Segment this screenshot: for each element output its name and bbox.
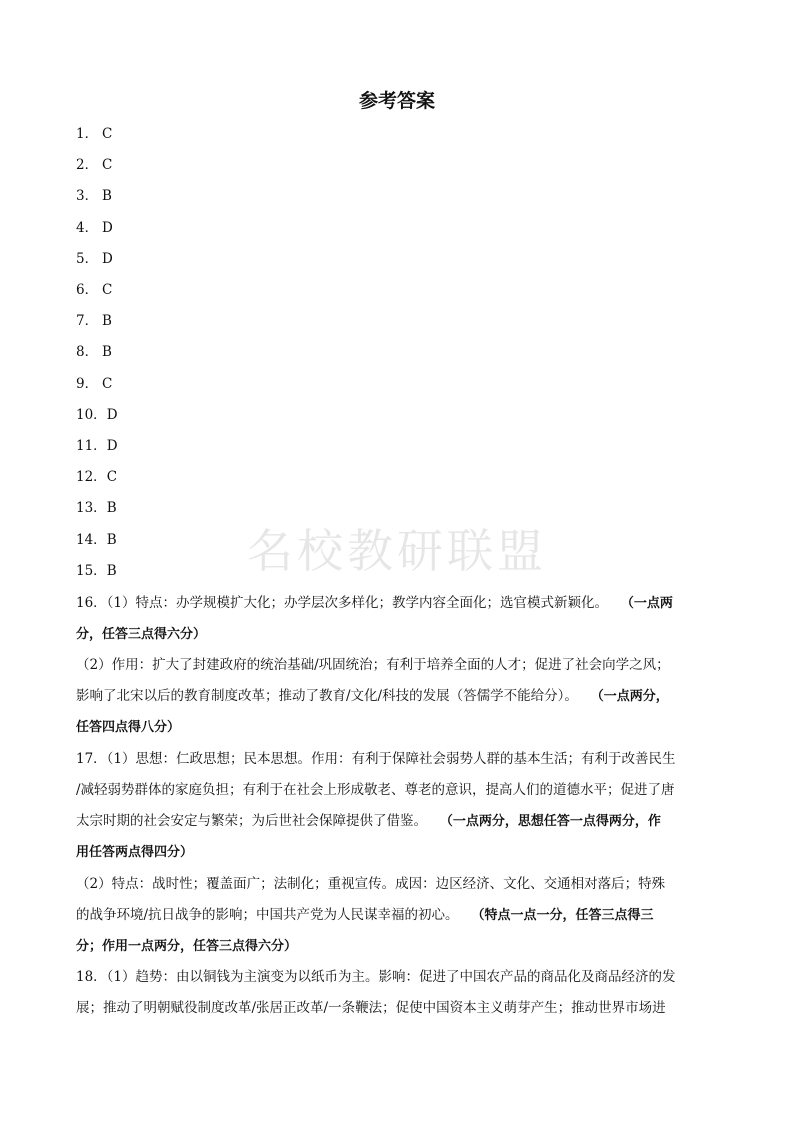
- q16-part2-score-b: 任答四点得八分）: [76, 720, 181, 735]
- answer-number: 5．: [76, 250, 99, 267]
- answer-number: 8．: [76, 344, 99, 361]
- answer-choice: B: [102, 188, 112, 205]
- answer-choice: B: [102, 344, 112, 361]
- q16-part1-score-a: （一点两: [620, 596, 673, 611]
- answer-choice: D: [106, 406, 118, 423]
- answer-item: [76, 405, 118, 425]
- answer-number: 10．: [76, 406, 107, 423]
- answer-choice: C: [102, 157, 113, 174]
- answer-item: [76, 436, 118, 456]
- answer-item: [76, 249, 113, 269]
- q16-part2: [76, 650, 720, 743]
- q17-part2-score-b: 分；作用一点两分，任答三点得六分）: [76, 939, 298, 954]
- answer-item: [76, 342, 112, 362]
- q16-part2-score-a: （一点两分，: [590, 689, 669, 704]
- answer-choice: B: [106, 500, 117, 517]
- q18-part1-line1: 18．（1）趋势：由以铜钱为主演变为以纸币为主。影响：促进了中国农产品的商品化及商品经济的发: [76, 969, 676, 985]
- q16-part2-line2: 影响了北宋以后的教育制度改革；推动了教育/文化/科技的发展（答儒学不能给分）。: [76, 688, 578, 704]
- answer-choice: B: [106, 531, 117, 548]
- answer-choice: B: [106, 562, 117, 579]
- answer-choice: B: [102, 313, 112, 330]
- q17-part2-line1: （2）特点：战时性；覆盖面广；法制化；重视宣传。成因：边区经济、文化、交通相对落后；特殊: [76, 876, 666, 892]
- answer-item: [76, 124, 112, 144]
- answer-item: [76, 374, 112, 394]
- answer-number: 15．: [76, 562, 107, 579]
- answer-choice: C: [106, 469, 118, 486]
- answer-item: [76, 311, 112, 331]
- q18-part1: [76, 962, 720, 1024]
- q16-part2-line1: （2）作用：扩大了封建政府的统治基础/巩固统治；有利于培养全面的人才；促进了社会向学之风；: [76, 657, 670, 673]
- answer-item: [76, 186, 112, 206]
- answer-number: 13．: [76, 500, 107, 517]
- answer-item: [76, 155, 112, 175]
- page-title: 参考答案: [358, 90, 435, 112]
- q17-part1: [76, 744, 720, 868]
- q17-part1-line3: 太宗时期的社会安定与繁荣；为后世社会保障提供了借鉴。: [76, 813, 427, 829]
- answer-number: 2．: [76, 157, 99, 174]
- q17-part1-line1: 17．（1）思想：仁政思想；民本思想。作用：有利于保障社会弱势人群的基本生活；有利于改善民生: [76, 751, 676, 767]
- q18-part1-line2: 展；推动了明朝赋役制度改革/张居正改革/一条鞭法；促使中国资本主义萌芽产生；推动世界市场进: [76, 1000, 666, 1016]
- q17-part1-line2: /减轻弱势群体的家庭负担；有利于在社会上形成敬老、尊老的意识，提高人们的道德水平；促进了唐: [76, 782, 675, 798]
- answer-choice: D: [102, 219, 113, 236]
- answer-number: 1．: [76, 126, 99, 142]
- answer-choice: D: [102, 250, 113, 267]
- q16-part1: [76, 588, 720, 650]
- answer-number: 4．: [76, 219, 99, 236]
- answer-item: [76, 561, 117, 581]
- q17-part1-score-a: （一点两分，思想任答一点得两分，作: [439, 814, 661, 829]
- answer-item: [76, 280, 112, 300]
- q16-part1-text: 16．（1）特点：办学规模扩大化；办学层次多样化；教学内容全面化；选官模式新颖化。: [76, 595, 609, 611]
- q17-part2: [76, 869, 720, 962]
- answer-number: 6．: [76, 282, 99, 298]
- answer-number: 9．: [76, 375, 99, 392]
- answer-number: 11．: [76, 438, 107, 454]
- answer-item: [76, 467, 117, 487]
- answer-choice: C: [102, 282, 113, 298]
- answer-item: [76, 218, 113, 238]
- q16-part1-score-b: 分，任答三点得六分）: [76, 627, 207, 642]
- answer-choice: C: [102, 375, 113, 392]
- watermark: 名校教研联盟: [247, 524, 547, 578]
- answer-item: [76, 498, 117, 518]
- answer-number: 7．: [76, 313, 99, 330]
- answer-number: 14．: [76, 531, 107, 548]
- q17-part2-score-a: （特点一点一分，任答三点得三: [471, 908, 654, 923]
- answer-item: [76, 530, 117, 550]
- answer-number: 12．: [76, 469, 107, 486]
- q17-part1-score-b: 用任答两点得四分）: [76, 845, 194, 860]
- answer-choice: C: [102, 126, 113, 142]
- q17-part2-line2: 的战争环境/抗日战争的影响；中国共产党为人民谋幸福的初心。: [76, 907, 459, 923]
- answer-choice: D: [106, 438, 118, 454]
- answer-number: 3．: [76, 188, 99, 205]
